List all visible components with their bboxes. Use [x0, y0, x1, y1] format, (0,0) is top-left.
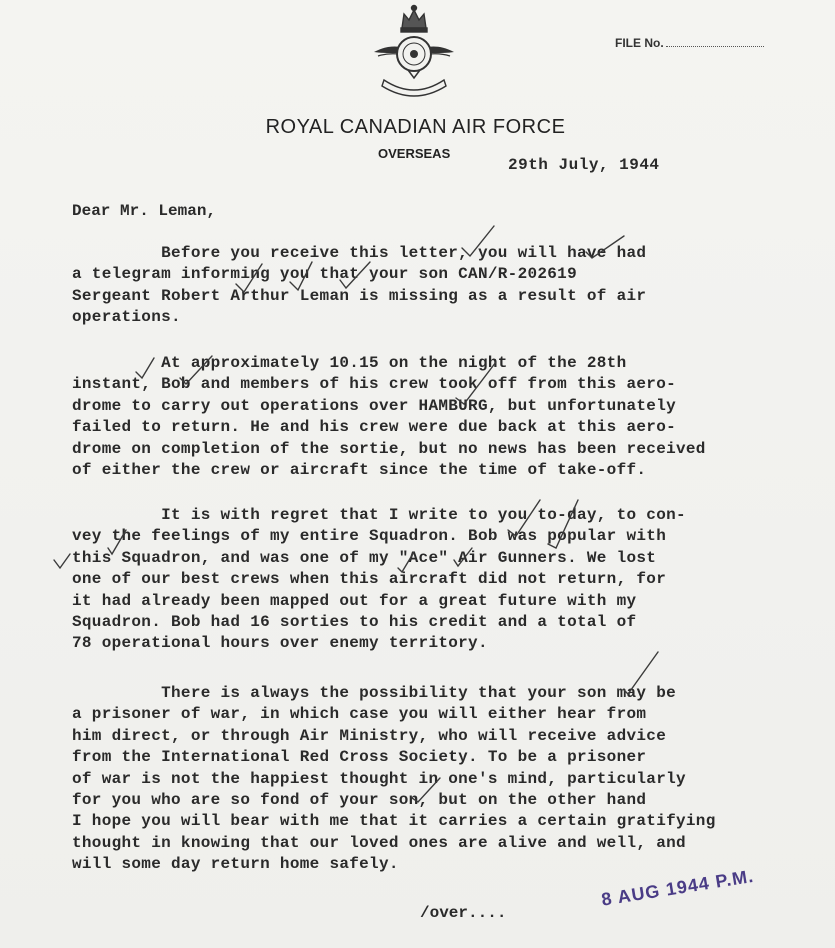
continuation-note: /over....	[420, 904, 507, 922]
letter-date: 29th July, 1944	[508, 156, 660, 174]
organization-subtitle: OVERSEAS	[378, 146, 451, 161]
organization-title	[0, 116, 835, 139]
file-no-blank	[666, 46, 764, 47]
paragraph-telegram: Before you receive this letter, you will have had a telegram informing you that your son CAN/R-202619 Sergeant Robert Arthur Leman is missing as a result of air operations.	[72, 244, 647, 327]
file-no-label: FILE No.	[615, 36, 664, 50]
paragraph-operations: At approximately 10.15 on the night of the 28th instant, Bob and members of his crew took off from this aero- drome to carry out operations over HAMBURG, but unfortunately failed to return. He and his crew were due back at this aero- drome on completion of the sortie, but no news has been received of either the crew or aircraft since the time of take-off.	[72, 354, 706, 480]
paragraph-regret: It is with regret that I write to you to-day, to con- vey the feelings of my entire Squadron. Bob was popular with this Squadron, and was one of my "Ace" Air Gunners. We lost one of our best crews when this aircraft did not return, for it had already been mapped out for a great future with my Squadron. Bob had 16 sorties to his credit and a total of 78 operational hours over enemy territory.	[72, 506, 686, 653]
paragraph-prisoner: There is always the possibility that your son may be a prisoner of war, in which case you will either hear from him direct, or through Air Ministry, who will receive advice from the International Red Cross Society. To be a prisoner of war is not the happiest thought in one's mind, particularly for you who are so fond of your son, but on the other hand I hope you will bear with me that it carries a certain gratifying thought in knowing that our loved ones are alive and well, and will some day return home safely.	[72, 684, 716, 874]
check-mark-icon	[54, 554, 70, 568]
file-number-field	[615, 36, 764, 50]
org-name: ROYAL CANADIAN AIR FORCE	[265, 116, 566, 138]
date-received-stamp: 8 AUG 1944 P.M.	[600, 865, 756, 910]
salutation: Dear Mr. Leman,	[72, 202, 217, 220]
rcaf-crest-logo	[364, 2, 464, 98]
